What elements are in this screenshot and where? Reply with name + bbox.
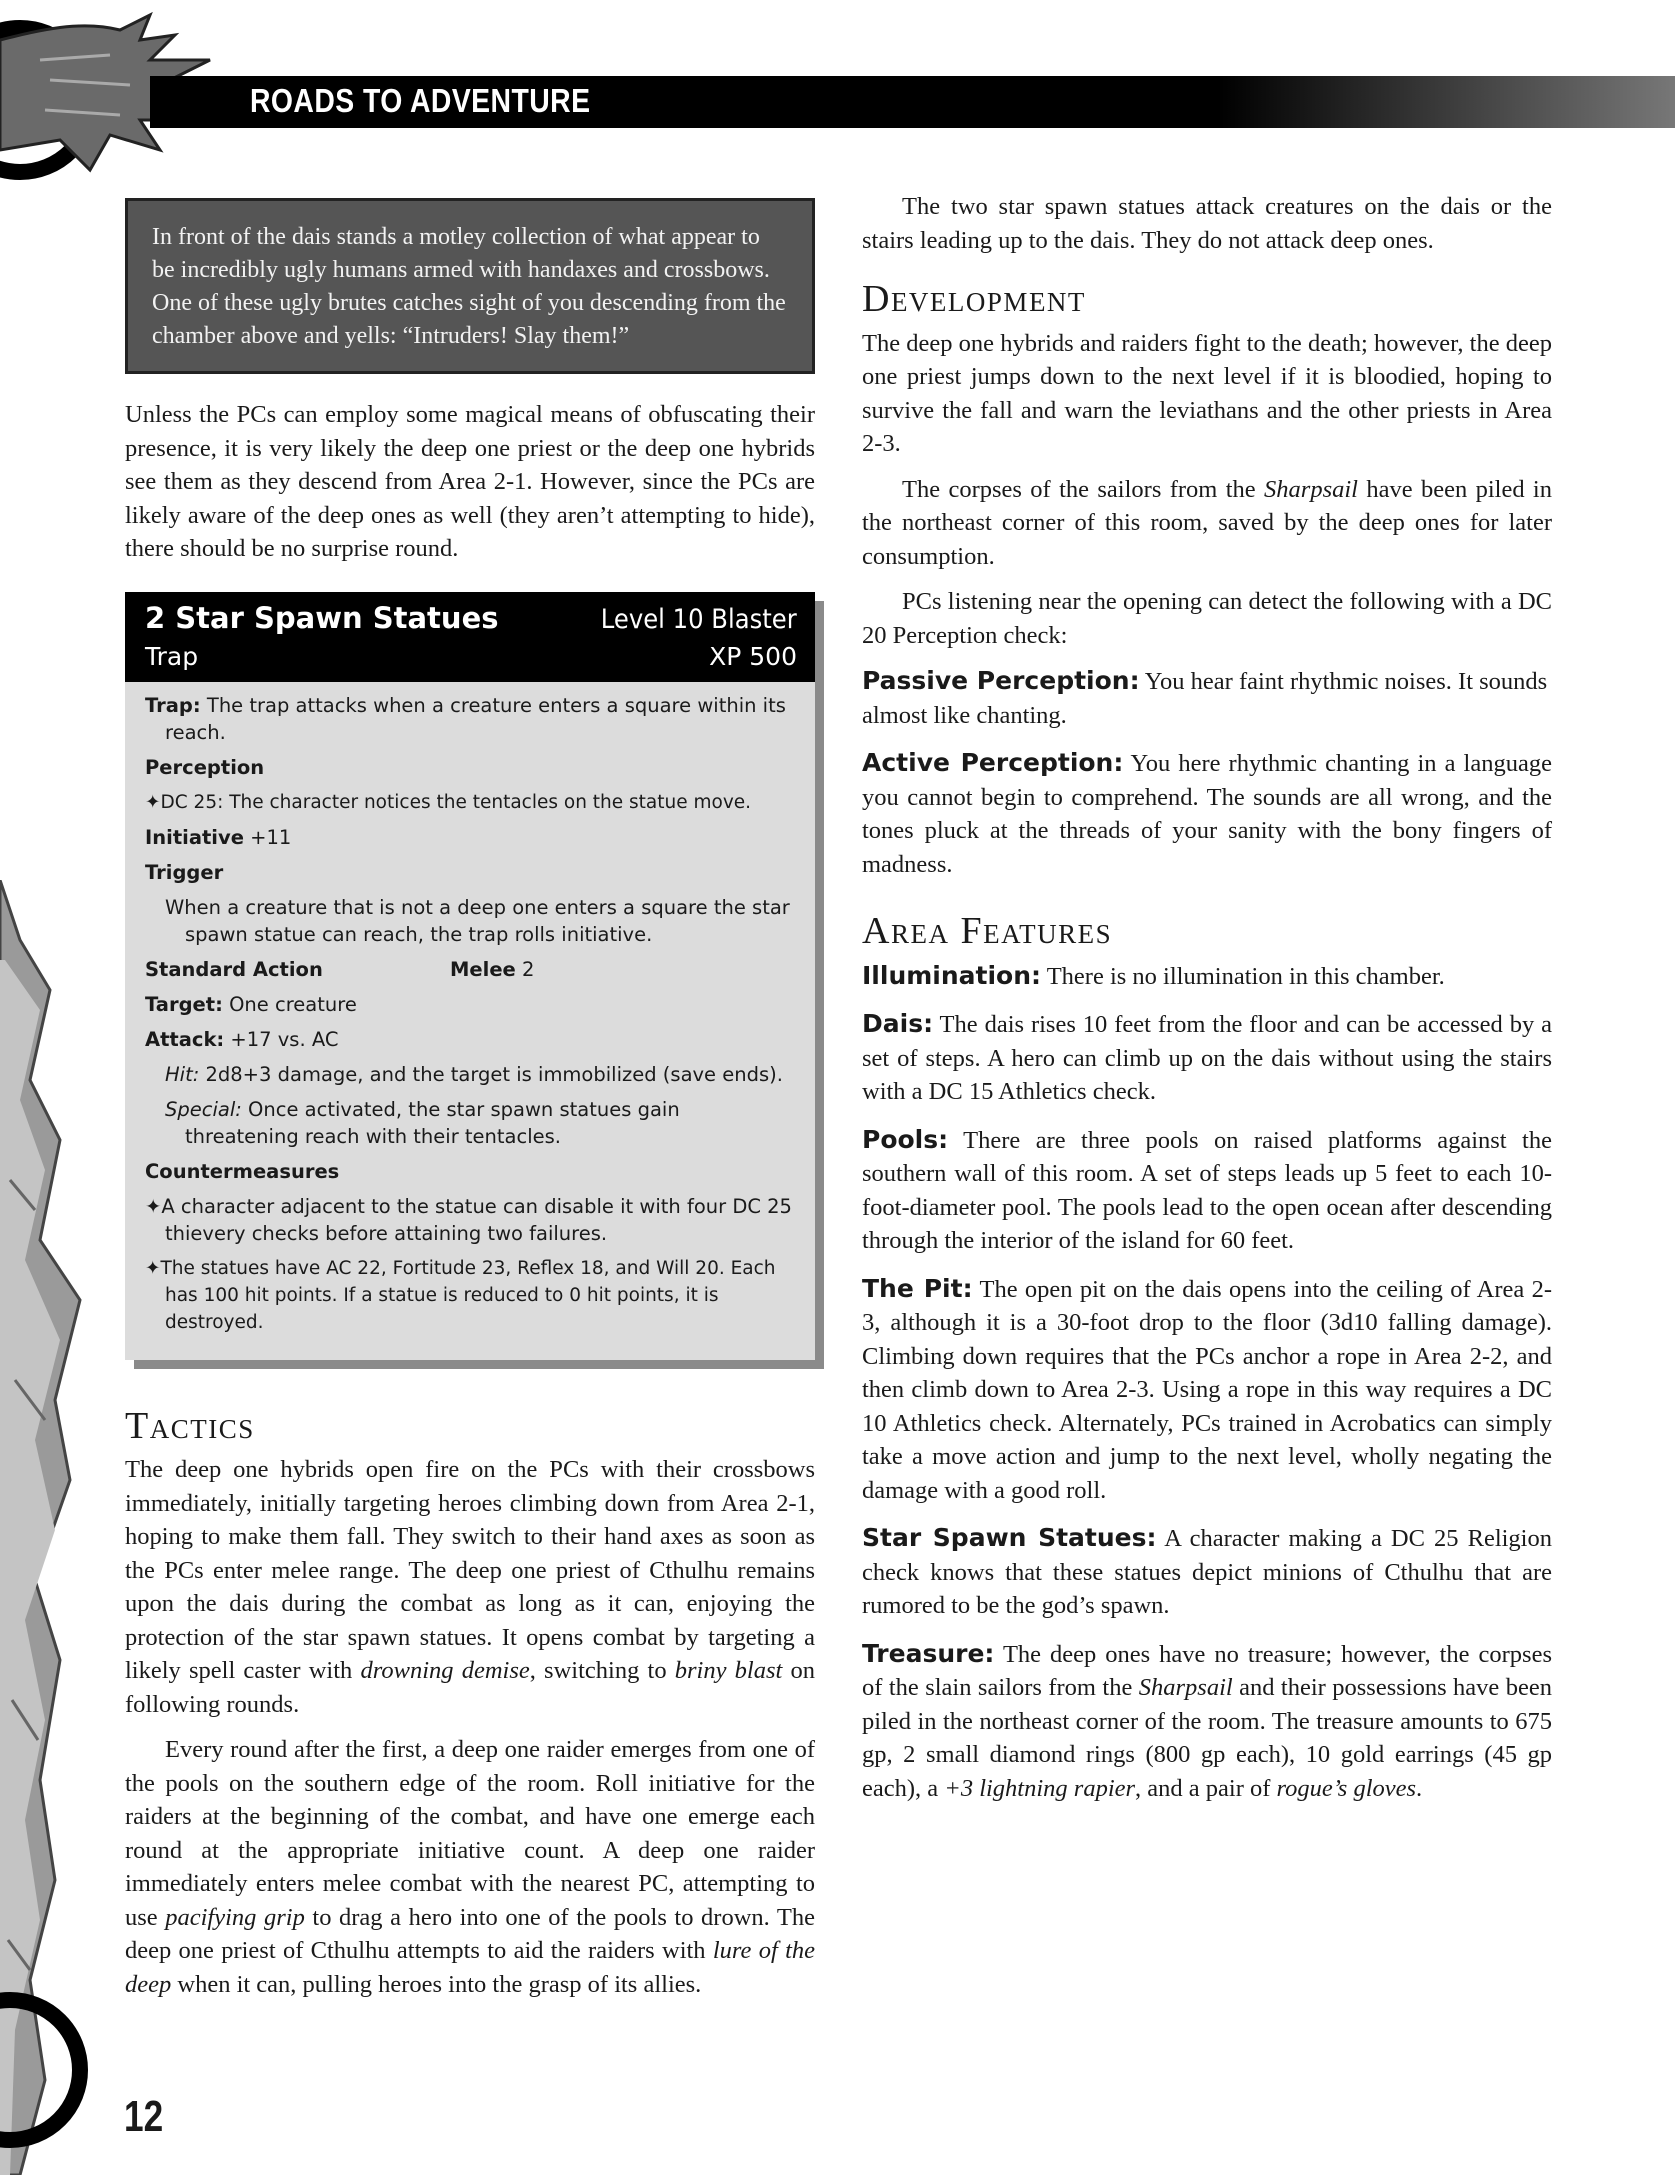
feature-pools: Pools: There are three pools on raised platforms against the southern wall of this room. A set of steps leads up 5 feet to each 10-foot-diameter pool. The pools lead to the open ocean after descending through the interior of the island for 60 feet. [862,1124,1552,1254]
stat-xp: XP 500 [709,641,797,671]
tactics-paragraph-1: The deep one hybrids open fire on the PCs with their crossbows immediately, initially targeting heroes climbing down from Area 2-1, hoping to make them fall. They switch to their hand axes as soon as the PCs enter melee range. The deep one priest of Cthulhu remains upon the dais during the combat as long as it can, enjoying the protection of the star spawn statues. It opens combat by targeting a likely spell caster with drowning demise, switching to briny blast on following rounds. [125,1456,816,1718]
feature-treasure: Treasure: The deep ones have no treasure; however, the corpses of the slain sailors from the Sharpsail and their possessions have been piled in the northeast corner of the room. The treasure amounts to 675 gp, 2 small diamond rings (800 gp each), 10 gold earrings (45 gp each), a +3 lightning rapier, and a pair of rogue’s gloves. [862,1638,1552,1802]
stat-special: Special: Once activated, the star spawn statues gain threatening reach with their tentacles. [165,1097,680,1148]
read-aloud-box: In front of the dais stands a motley collection of what appear to be incredibly ugly humans armed with handaxes and crossbows. One of these ugly brutes catches sight of you descending from the chamber above and yells: “Intruders! Slay them!” [125,198,815,374]
stat-initiative: Initiative +11 [145,825,292,849]
stat-perception-text: ✦DC 25: The character notices the tentacles on the statue move. [145,791,752,813]
tactics-heading: Tactics [125,1404,255,1447]
development-paragraph-1: The deep one hybrids and raiders fight to the death; however, the deep one priest jumps down to the next level if it is bloodied, hoping to survive the fall and warn the leviathans and the other priests in Area 2-3. [862,329,1552,457]
right-column [862,190,1552,1819]
development-paragraph-3: PCs listening near the opening can detect the following with a DC 20 Perception check: [862,588,1552,649]
page-number: 12 [124,2092,164,2141]
stat-trap: Trap: The trap attacks when a creature enters a square within its reach. [145,693,786,744]
stat-trigger-label: Trigger [145,860,224,884]
active-perception: Active Perception: You here rhythmic chanting in a language you cannot begin to comprehend. The sounds are all wrong, and the tones pluck at the threads of your sanity with the bony fingers of madness. [862,748,1552,878]
stat-countermeasure-1: ✦A character adjacent to the statue can disable it with four DC 25 thievery checks before attaining two failures. [145,1194,792,1245]
passive-perception: Passive Perception: You hear faint rhythmic noises. It sounds almost like chanting. [862,666,1548,729]
stat-countermeasures-label: Countermeasures [145,1159,340,1183]
statues-paragraph: The two star spawn statues attack creatures on the dais or the stairs leading up to the dais. They do not attack deep ones. [862,193,1552,254]
feature-dais: Dais: The dais rises 10 feet from the floor and can be accessed by a set of steps. A hero can climb up on the dais without using the stairs with a DC 15 Athletics check. [862,1009,1552,1105]
stat-type: Trap [145,641,199,671]
feature-pit: The Pit: The open pit on the dais opens into the ceiling of Area 2-3, although it is a 30-foot drop to the floor (3d10 falling damage). Climbing down requires that the PCs anchor a rope in Area 2-2, and then climb down to Area 2-3. Using a rope in this way requires a DC 10 Athletics check. Alternately, PCs trained in Acrobatics can simply take a move action and jump to the next level, wholly negating the damage with a good roll. [862,1273,1552,1504]
area-features-heading: Area Features [862,910,1113,952]
tactics-paragraph-2: Every round after the first, a deep one raider emerges from one of the pools on the southern edge of the room. Roll initiative for the raiders at the beginning of the combat, and have one emerge each round at the appropriate initiative count. A deep one raider immediately enters melee combat with the nearest PC, attempting to use pacifying grip to drag a hero into one of the pools to drown. The deep one priest of Cthulhu attempts to aid the raiders with lure of the deep when it can, pulling heroes into the grasp of its allies. [125,1736,816,1998]
feature-star-spawn-statues: Star Spawn Statues: A character making a DC 25 Religion check knows that these statues depict minions of Cthulhu that are rumored to be the god’s spawn. [862,1523,1552,1619]
stat-trigger-text: When a creature that is not a deep one enters a square the star spawn statue can reach, the trap rolls initiative. [165,895,790,946]
ring-art [0,1960,130,2175]
feature-illumination: Illumination: There is no illumination in this chamber. [862,960,1445,990]
left-column [125,190,815,2013]
stat-block-header [125,592,815,682]
stat-action: Standard Action Melee 2 [145,957,535,981]
stat-block-body [125,682,815,1360]
development-paragraph-2: The corpses of the sailors from the Sharpsail have been piled in the northeast corner of this room, saved by the deep ones for later consumption. [862,475,1552,570]
intro-paragraph: Unless the PCs can employ some magical means of obfuscating their presence, it is very likely the deep one priest or the deep one hybrids see them as they descend from Area 2-1. However, since the PCs are likely aware of the deep ones as well (they aren’t attempting to hide), there should be no surprise round. [125,401,815,562]
header-title: ROADS TO ADVENTURE [250,82,591,119]
development-heading: Development [862,278,1086,320]
stat-name: 2 Star Spawn Statues [145,600,499,635]
stat-level: Level 10 Blaster [601,603,797,635]
stat-perception-label: Perception [145,755,265,779]
stat-hit: Hit: 2d8+3 damage, and the target is immobilized (save ends). [165,1062,783,1086]
stat-block [125,592,815,1360]
stat-target: Target: One creature [145,992,357,1016]
stat-countermeasure-2: ✦The statues have AC 22, Fortitude 23, Reflex 18, and Will 20. Each has 100 hit points. If a statue is reduced to 0 hit points, it is destroyed. [145,1257,776,1333]
stat-attack: Attack: +17 vs. AC [145,1027,339,1051]
